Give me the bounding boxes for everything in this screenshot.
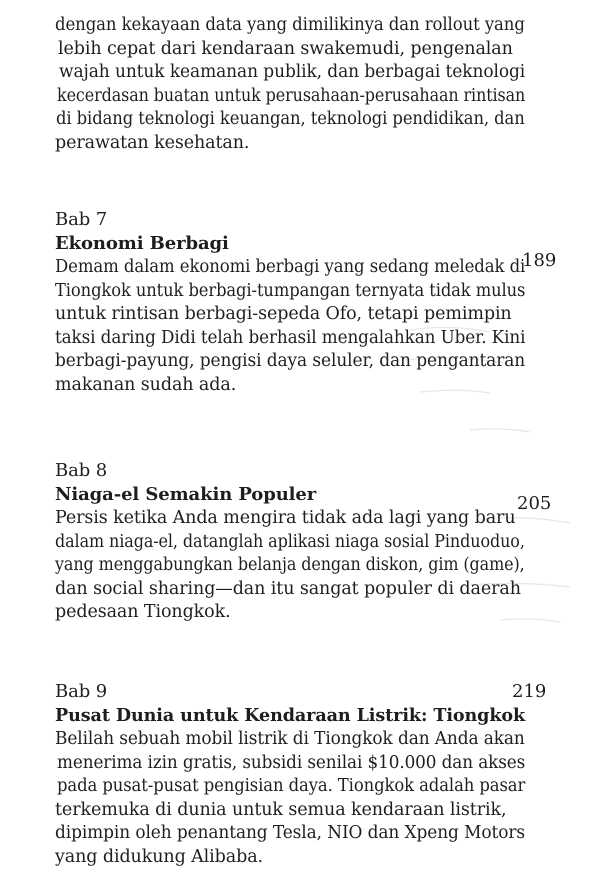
chapter-summary-line: Persis ketika Anda mengira tidak ada lagi yang baru [55, 508, 516, 528]
intro-line: dengan kekayaan data yang dimilikinya dan rollout yang [55, 15, 525, 35]
chapter-title: Niaga-el Semakin Populer [55, 484, 317, 505]
chapter-summary-line: makanan sudah ada. [55, 374, 237, 395]
chapter-summary-line: menerima izin gratis, subsidi senilai $10.000 dan akses [57, 752, 526, 773]
chapter-summary-line: yang didukung Alibaba. [55, 846, 264, 867]
page-number: 189 [522, 250, 557, 271]
chapter-summary-line: pedesaan Tiongkok. [55, 602, 231, 622]
chapter-summary-line: Belilah sebuah mobil listrik di Tiongkok dan Anda akan [55, 729, 525, 749]
intro-line: kecerdasan buatan untuk perusahaan-perusahaan rintisan [57, 85, 526, 106]
chapter-entry-7 [55, 208, 525, 397]
intro-line: wajah untuk keamanan publik, dan berbagai teknologi [59, 62, 526, 82]
chapter-entry-9 [55, 680, 525, 869]
chapter-summary-line: terkemuka di dunia untuk semua kendaraan listrik, [55, 799, 507, 820]
chapter-summary-line: dipimpin oleh penantang Tesla, NIO dan Xpeng Motors [55, 823, 525, 843]
chapter-summary-line: taksi daring Didi telah berhasil mengalahkan Uber. Kini [55, 327, 526, 348]
chapter-summary-line: yang menggabungkan belanja dengan diskon, gim (game), [55, 555, 525, 575]
intro-paragraph [55, 14, 525, 155]
chapter-summary-line: pada pusat-pusat pengisian daya. Tiongkok adalah pasar [57, 776, 526, 796]
chapter-entry-8 [55, 459, 525, 625]
chapter-summary-line: Demam dalam ekonomi berbagi yang sedang meledak di [55, 257, 526, 277]
chapter-summary-line: berbagi-payung, pengisi daya seluler, dan pengantaran [55, 351, 526, 371]
chapter-summary-line: Tiongkok untuk berbagi-tumpangan ternyata tidak mulus [55, 280, 526, 301]
page-number: 219 [512, 681, 547, 702]
page-number: 205 [517, 493, 552, 514]
chapter-label: Bab 7 [55, 209, 108, 230]
chapter-summary-line: untuk rintisan berbagi-sepeda Ofo, tetapi pemimpin [55, 304, 512, 324]
intro-line: di bidang teknologi keuangan, teknologi pendidikan, dan [56, 109, 525, 129]
intro-line: perawatan kesehatan. [55, 132, 250, 153]
intro-line: lebih cepat dari kendaraan swakemudi, pengenalan [58, 38, 513, 59]
chapter-title: Ekonomi Berbagi [55, 233, 229, 254]
chapter-title: Pusat Dunia untuk Kendaraan Listrik: Tiongkok [55, 705, 526, 726]
chapter-summary-line: dalam niaga-el, datanglah aplikasi niaga sosial Pinduoduo, [55, 531, 525, 552]
chapter-summary-line: dan social sharing—dan itu sangat populer di daerah [55, 578, 521, 599]
chapter-label: Bab 8 [55, 460, 108, 481]
chapter-label: Bab 9 [55, 681, 108, 702]
